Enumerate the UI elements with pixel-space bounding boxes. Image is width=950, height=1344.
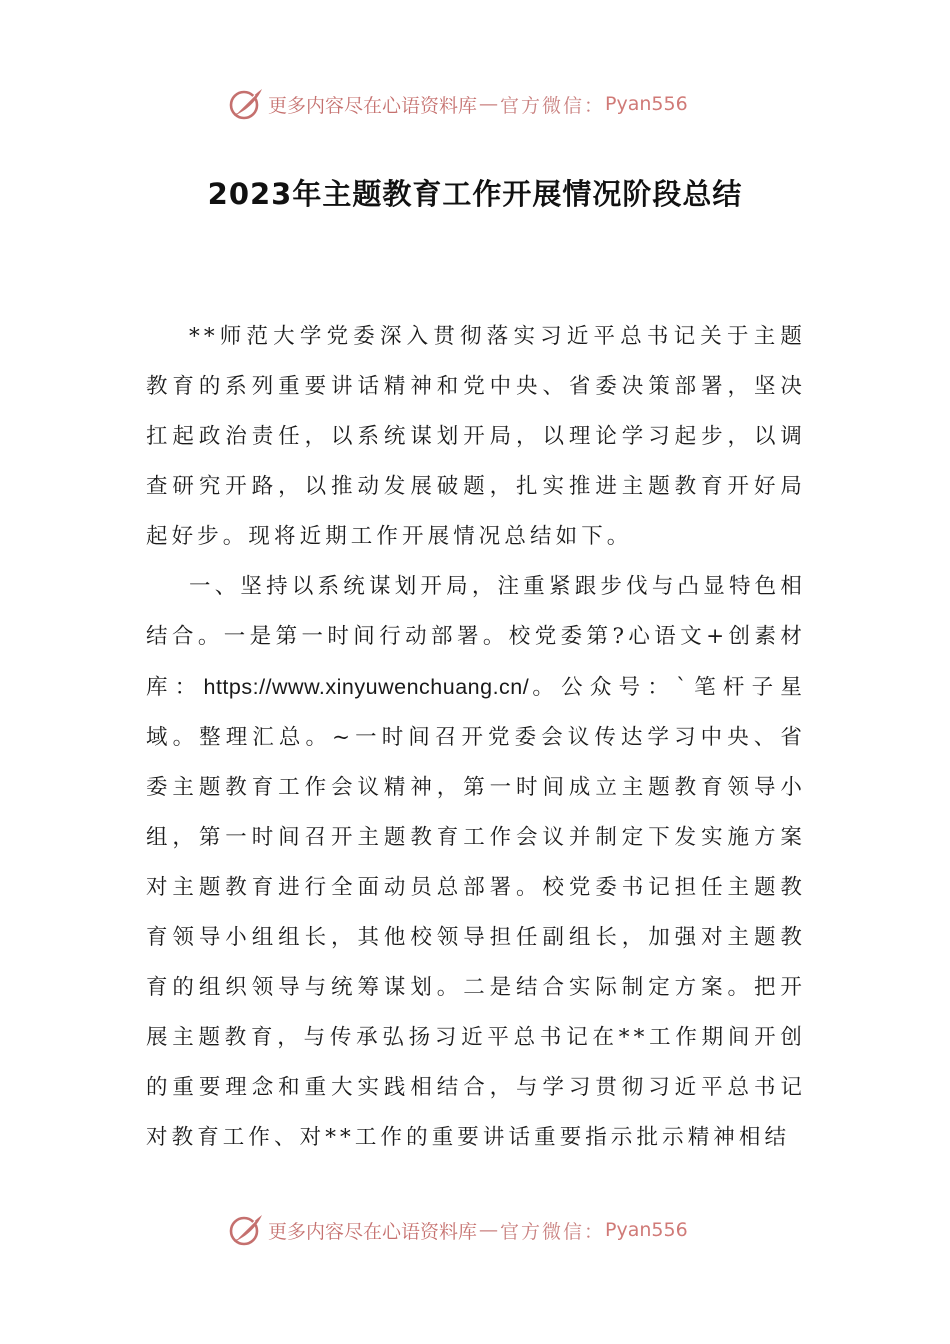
watermark-brand: 更多内容尽在心语资料库	[268, 94, 478, 117]
watermark-footer	[228, 1210, 748, 1250]
watermark-wechat-id: Pyan556	[605, 1219, 688, 1241]
quill-logo-icon	[228, 1212, 264, 1248]
paragraph-section-1-part-a: 一、坚持以系统谋划开局，注重紧跟步伐与凸显特色相结合。一是第一时间行动部署。校党委第?心语文+创素材库：	[146, 574, 806, 700]
quill-logo-icon	[228, 86, 264, 122]
document-title: 2023年主题教育工作开展情况阶段总结	[207, 177, 743, 211]
watermark-header	[228, 84, 748, 124]
paragraph-section-1	[146, 562, 806, 1163]
paragraph-section-1-part-b: 。公众号：`笔杆子星域。整理汇总。~一时间召开党委会议传达学习中央、省委主题教育工作会议精神，第一时间成立主题教育领导小组，第一时间召开主题教育工作会议并制定下发实施方案对主题教育进行全面动员总部署。校党委书记担任主题教育领导小组组长，其他校领导担任副组长，加强对主题教育的组织领导与统筹谋划。二是结合实际制定方案。把开展主题教育，与传承弘扬习近平总书记在**工作期间开创的重要理念和重大实践相结合，与学习贯彻习近平总书记对教育工作、对**工作的重要讲话重要指示批示精神相结	[146, 675, 806, 1150]
watermark-wechat-id: Pyan556	[605, 93, 688, 115]
watermark-dash: —	[479, 93, 499, 115]
watermark-label: 官方微信：	[500, 1220, 606, 1243]
watermark-label: 官方微信：	[500, 94, 606, 117]
paragraph-intro: **师范大学党委深入贯彻落实习近平总书记关于主题教育的系列重要讲话精神和党中央、省委决策部署，坚决扛起政治责任，以系统谋划开局，以理论学习起步，以调查研究开路，以推动发展破题，扎实推进主题教育开好局起好步。现将近期工作开展情况总结如下。	[146, 324, 806, 549]
source-url-link: https://www.xinyuwenchuang.cn/	[203, 675, 530, 699]
document-body	[146, 312, 806, 1163]
watermark-brand: 更多内容尽在心语资料库	[268, 1220, 478, 1243]
watermark-dash: —	[479, 1219, 499, 1241]
